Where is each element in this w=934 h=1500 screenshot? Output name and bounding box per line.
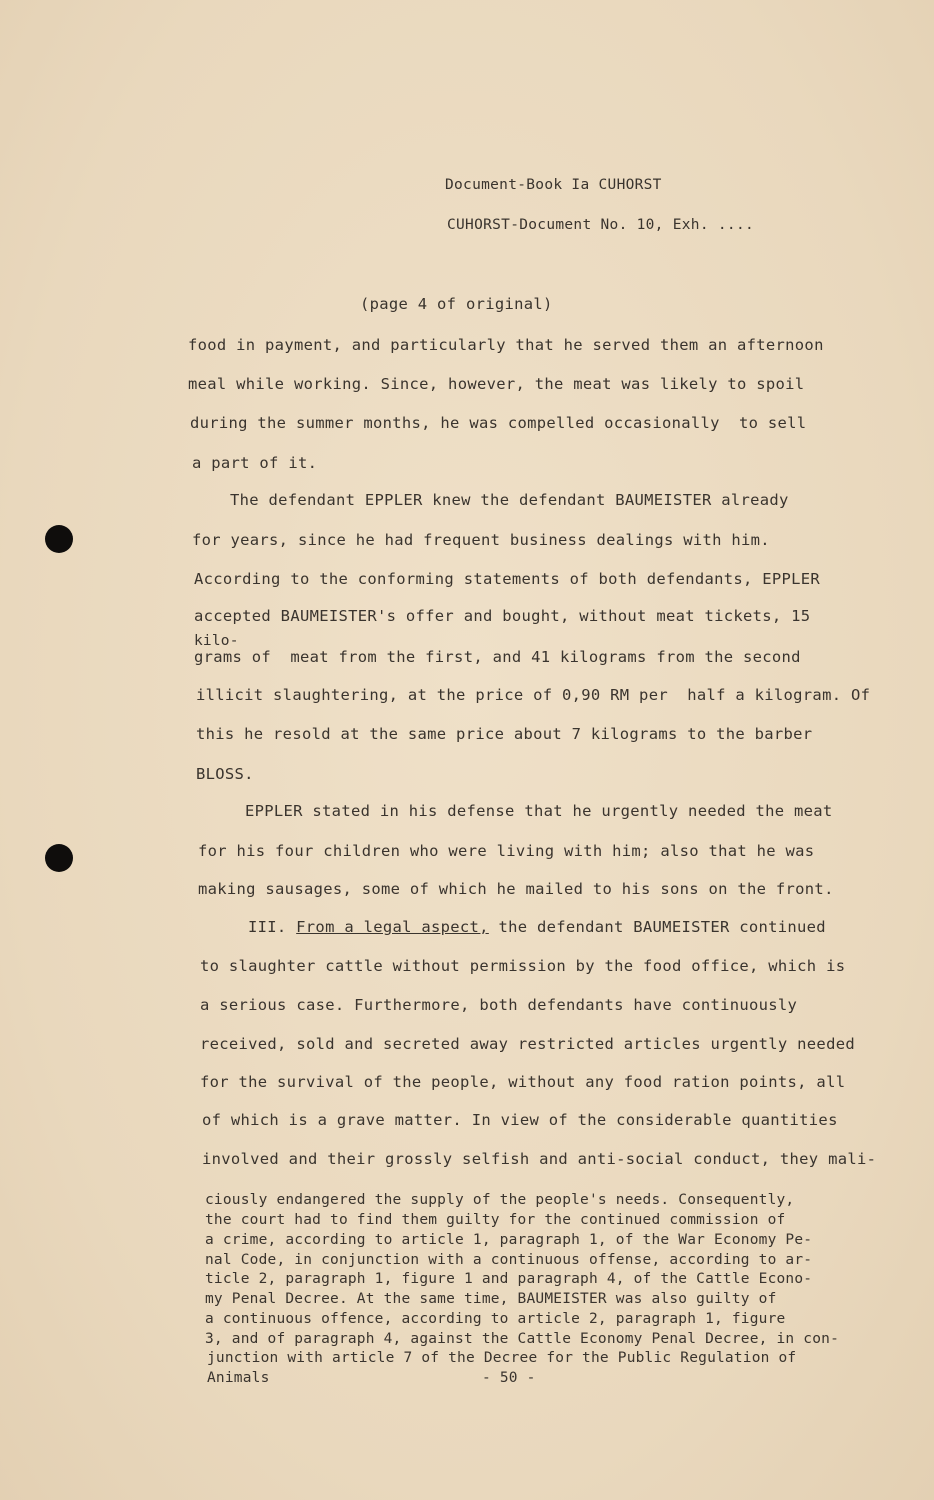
text-line-rest: the defendant BAUMEISTER continued xyxy=(488,918,826,936)
text-line: illicit slaughtering, at the price of 0,90 RM per half a kilogram. Of xyxy=(196,686,871,704)
text-line: to slaughter cattle without permission by the food office, which is xyxy=(200,957,846,975)
text-line: food in payment, and particularly that he served them an afternoon xyxy=(188,336,824,354)
text-line: ticle 2, paragraph 1, figure 1 and paragraph 4, of the Cattle Econo- xyxy=(205,1271,813,1287)
text-line: the court had to find them guilty for the continued commission of xyxy=(205,1212,786,1228)
text-line: a crime, according to article 1, paragraph 1, of the War Economy Pe- xyxy=(205,1232,813,1248)
text-line: for years, since he had frequent business dealings with him. xyxy=(192,531,770,549)
text-line: Animals xyxy=(207,1370,270,1386)
text-line: for the survival of the people, without any food ration points, all xyxy=(200,1073,846,1091)
punch-hole-bottom xyxy=(45,844,73,872)
section-number: III. xyxy=(248,918,287,936)
document-book-header: Document-Book Ia CUHORST xyxy=(445,177,662,193)
text-line: nal Code, in conjunction with a continuous offense, according to ar- xyxy=(205,1252,813,1268)
text-line: for his four children who were living with him; also that he was xyxy=(198,842,815,860)
text-line: this he resold at the same price about 7 kilograms to the barber xyxy=(196,725,813,743)
text-line: ciously endangered the supply of the people's needs. Consequently, xyxy=(205,1192,795,1208)
text-line: meal while working. Since, however, the meat was likely to spoil xyxy=(188,375,805,393)
text-line: grams of meat from the first, and 41 kilograms from the second xyxy=(194,648,801,666)
page-note: (page 4 of original) xyxy=(360,295,553,313)
text-line: According to the conforming statements of both defendants, EPPLER xyxy=(194,570,821,588)
text-line: of which is a grave matter. In view of the considerable quantities xyxy=(202,1111,838,1129)
punch-hole-top xyxy=(45,525,73,553)
text-line: kilo- xyxy=(194,633,239,649)
text-line: received, sold and secreted away restricted articles urgently needed xyxy=(200,1035,855,1053)
text-line: a part of it. xyxy=(192,454,318,472)
page-number: - 50 - xyxy=(482,1370,536,1386)
text-line: making sausages, some of which he mailed to his sons on the front. xyxy=(198,880,834,898)
text-line: The defendant EPPLER knew the defendant BAUMEISTER already xyxy=(230,491,789,509)
section-heading: From a legal aspect, xyxy=(296,918,489,936)
text-line: a continuous offence, according to article 2, paragraph 1, figure xyxy=(205,1311,786,1327)
text-line: my Penal Decree. At the same time, BAUMEISTER was also guilty of xyxy=(205,1291,777,1307)
text-line xyxy=(248,918,826,936)
text-line: BLOSS. xyxy=(196,765,254,783)
text-line: 3, and of paragraph 4, against the Cattle Economy Penal Decree, in con- xyxy=(205,1331,840,1347)
text-line: involved and their grossly selfish and anti-social conduct, they mali- xyxy=(202,1150,877,1168)
text-line: EPPLER stated in his defense that he urgently needed the meat xyxy=(245,802,833,820)
text-line: a serious case. Furthermore, both defendants have continuously xyxy=(200,996,798,1014)
text-line: during the summer months, he was compelled occasionally to sell xyxy=(190,414,807,432)
text-line: junction with article 7 of the Decree for the Public Regulation of xyxy=(207,1350,797,1366)
document-number-header: CUHORST-Document No. 10, Exh. .... xyxy=(447,217,755,233)
text-line: accepted BAUMEISTER's offer and bought, without meat tickets, 15 xyxy=(194,607,811,625)
